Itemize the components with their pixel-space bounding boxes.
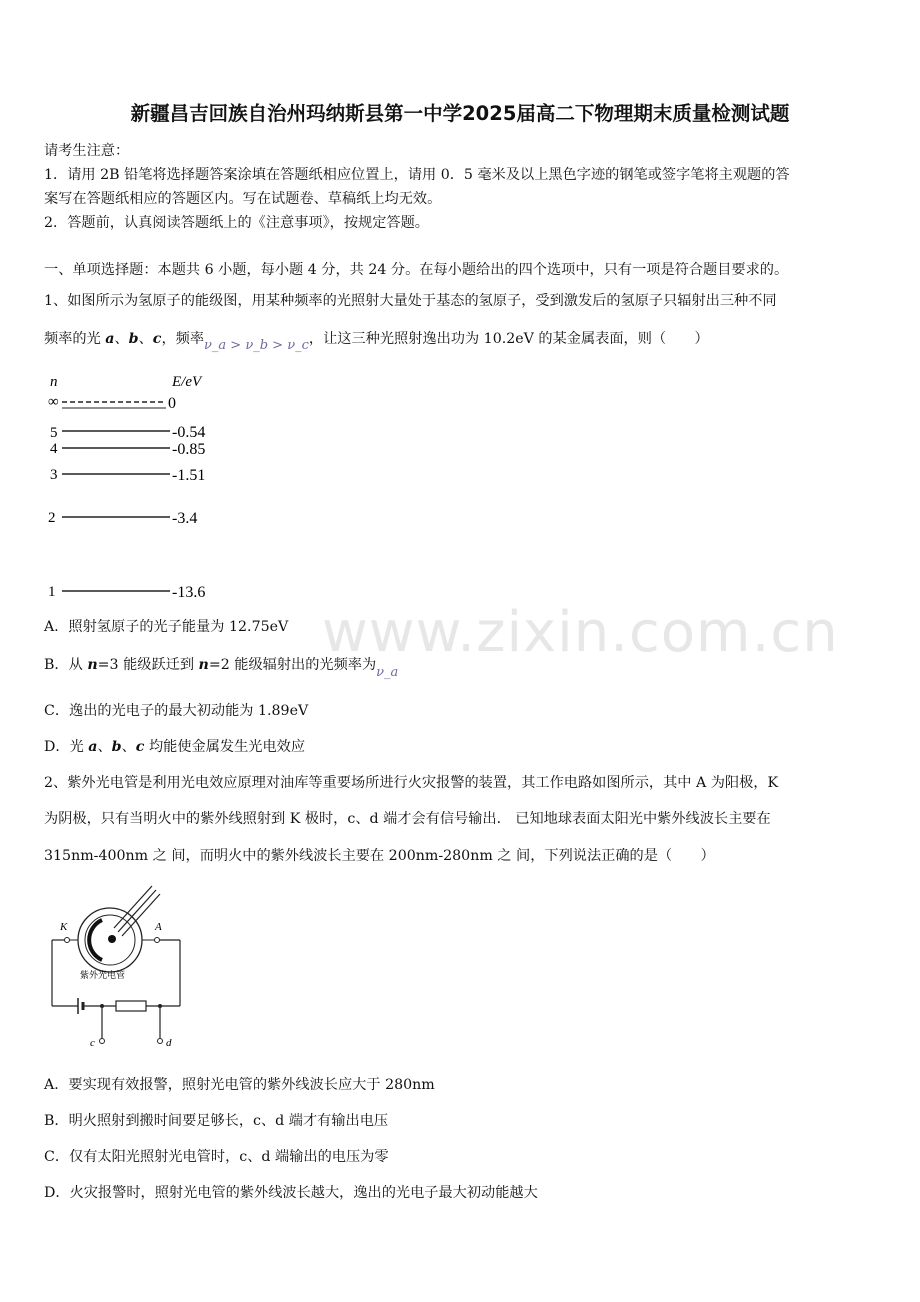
level-5-energy: -0.54 <box>172 424 206 441</box>
notice-heading: 请考生注意： <box>44 143 130 159</box>
level-2-n: 2 <box>48 510 56 526</box>
label-k: K <box>60 921 68 933</box>
level-5-n: 5 <box>50 425 58 441</box>
q2-option-d: D．火灾报警时，照射光电管的紫外线波长越大，逸出的光电子最大初动能越大 <box>44 1185 538 1201</box>
q2-stem-line-3: 315nm-400nm 之 间，而明火中的紫外线波长主要在 200nm-280nm 之 间，下列说法正确的是（ ） <box>44 848 715 864</box>
energy-level-diagram <box>44 368 244 603</box>
q1-option-a: A．照射氢原子的光子能量为 12.75eV <box>44 619 289 635</box>
notice-2: 2．答题前，认真阅读答题纸上的《注意事项》，按规定答题。 <box>44 215 429 231</box>
label-a: A <box>155 921 162 933</box>
anode-a <box>108 935 116 943</box>
level-2-energy: -3.4 <box>172 510 198 527</box>
q1-option-b: B．从 n=3 能级跃迁到 n=2 能级辐射出的光频率为ν_a <box>44 657 399 680</box>
level-inf-n: ∞ <box>48 394 59 410</box>
level-4-energy: -0.85 <box>172 441 206 458</box>
label-c: c <box>90 1037 95 1049</box>
level-3-energy: -1.51 <box>172 467 206 484</box>
q2-stem-line-2: 为阴极，只有当明火中的紫外线照射到 K 极时，c、d 端才会有信号输出． 已知地球表面太阳光中紫外线波长主要在 <box>44 811 771 827</box>
q2-stem-line-1: 2、紫外光电管是利用光电效应原理对油库等重要场所进行火灾报警的装置，其工作电路如图所示，其中 A 为阳极，K <box>44 775 779 791</box>
frequency-formula: ν_a > ν_b > ν_c <box>204 338 309 353</box>
label-d: d <box>166 1037 172 1049</box>
q2-option-a: A．要实现有效报警，照射光电管的紫外线波长应大于 280nm <box>44 1077 435 1093</box>
level-4-n: 4 <box>50 441 58 457</box>
page-title: 新疆昌吉回族自治州玛纳斯县第一中学2025届高二下物理期末质量检测试题 <box>130 102 790 125</box>
q2-option-c: C．仅有太阳光照射光电管时，c、d 端输出的电压为零 <box>44 1149 389 1165</box>
q1-option-c: C．逸出的光电子的最大初动能为 1.89eV <box>44 703 309 719</box>
energy-axis-label: E/eV <box>172 374 202 390</box>
level-1-n: 1 <box>48 584 56 600</box>
section-heading: 一、单项选择题：本题共 6 小题，每小题 4 分，共 24 分。在每小题给出的四个选项中，只有一项是符合题目要求的。 <box>44 262 789 278</box>
cathode-k <box>89 920 102 960</box>
tube-label: 紫外光电管 <box>80 970 126 980</box>
q2-option-b: B．明火照射到搬时间要足够长，c、d 端才有输出电压 <box>44 1113 389 1129</box>
option-b-formula: ν_a <box>376 665 399 680</box>
level-inf-energy: 0 <box>168 395 176 412</box>
level-3-n: 3 <box>50 467 58 483</box>
n-axis-label: n <box>50 374 58 390</box>
level-1-energy: -13.6 <box>172 584 206 601</box>
watermark: www.zixin.com.cn <box>322 600 839 665</box>
q1-option-d: D．光 a、b、c 均能使金属发生光电效应 <box>44 739 306 755</box>
notice-1-line-1: 1．请用 2B 铅笔将选择题答案涂填在答题纸相应位置上，请用 0．5 毫米及以上黑色字迹的钢笔或签字笔将主观题的答 <box>44 167 790 183</box>
notice-1-line-2: 案写在答题纸相应的答题区内。写在试题卷、草稿纸上均无效。 <box>44 191 442 207</box>
q1-stem-line-2: 频率的光 a、b、c，频率ν_a > ν_b > ν_c，让这三种光照射逸出功为 10.2eV 的某金属表面，则（ ） <box>44 331 709 353</box>
resistor <box>116 1001 146 1011</box>
q1-stem-line-1: 1、如图所示为氢原子的能级图，用某种频率的光照射大量处于基态的氢原子，受到激发后的氢原子只辐射出三种不同 <box>44 293 777 309</box>
photocell-circuit-diagram <box>44 878 190 1056</box>
